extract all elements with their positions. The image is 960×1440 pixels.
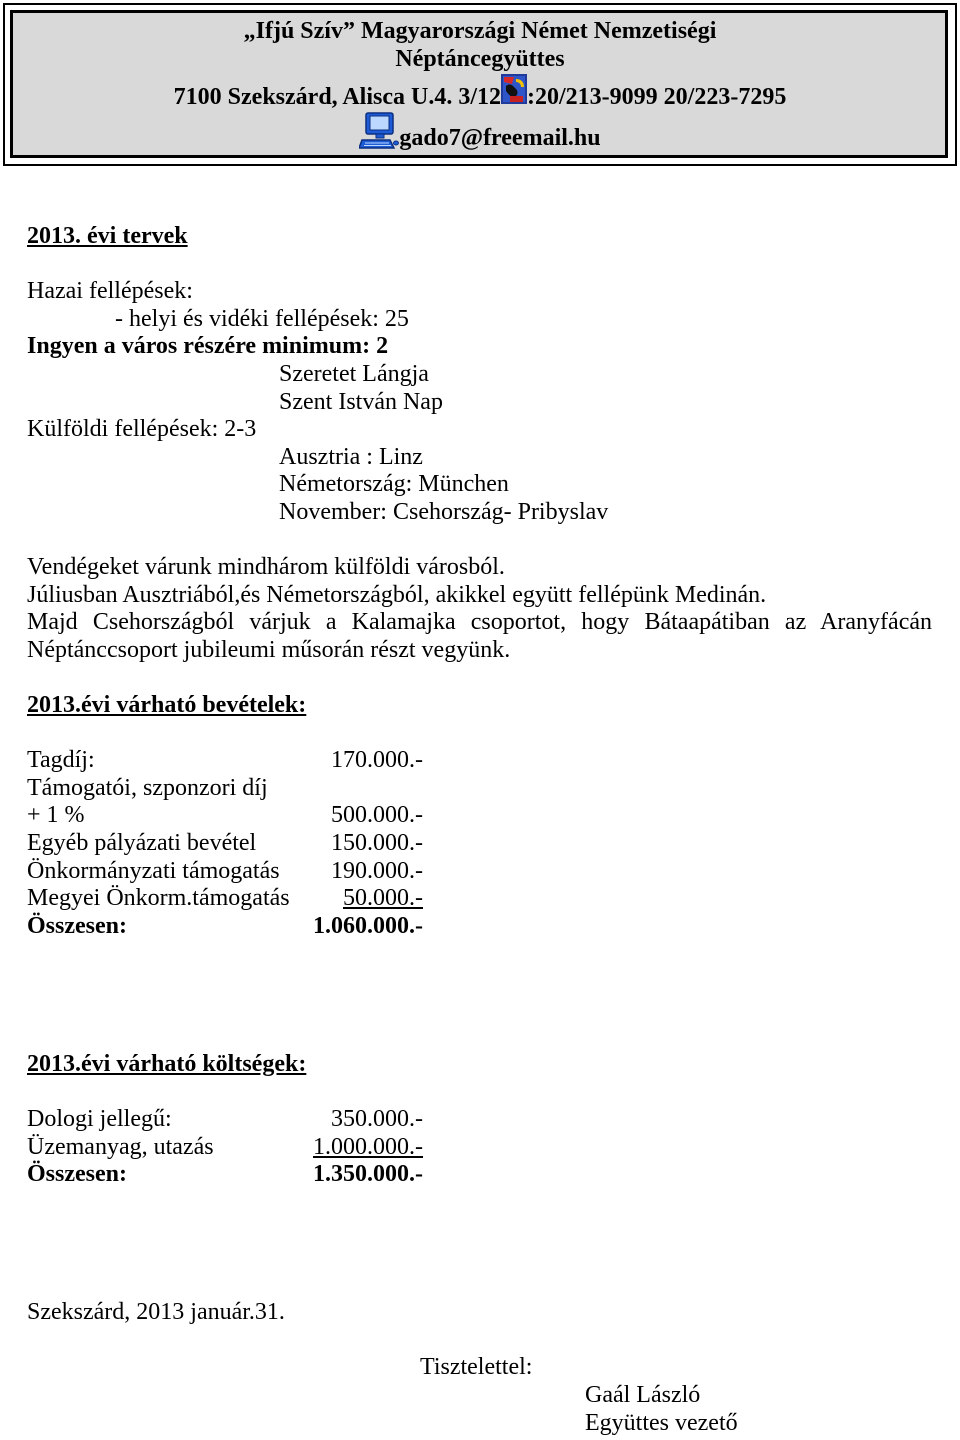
income-amount: 500.000.- [331,802,423,829]
income-row [27,830,933,858]
plans-title: 2013. évi tervek [27,223,188,249]
income-total-label: Összesen: [27,912,127,939]
income-label: Önkormányzati támogatás [27,857,280,884]
cost-row [27,1106,933,1134]
foreign-performances-label: Külföldi fellépések: 2-3 [27,416,257,443]
foreign-event: Németország: München [279,471,509,498]
guests-paragraph-line: Majd Csehországból várjuk a Kalamajka csoportot, hogy Bátaapátiban az Aranyfácán [27,609,932,636]
foreign-event: Ausztria : Linz [279,443,423,470]
costs-title: 2013.évi várható költségek: [27,1050,307,1077]
income-row [27,747,933,775]
foreign-event: November: Csehország- Pribyslav [279,498,609,525]
income-label: Tagdíj: [27,747,95,774]
signer-name: Gaál László [585,1381,701,1408]
income-amount: 150.000.- [331,830,423,857]
email-line [0,112,960,153]
costs-total-row [27,1161,933,1189]
domestic-performances-item: - helyi és vidéki fellépések: 25 [115,305,409,332]
income-amount: 190.000.- [331,857,423,884]
income-total-row [27,913,933,941]
costs-total-label: Összesen: [27,1161,127,1188]
plans-title-line [27,223,933,251]
signer-title: Együttes vezető [585,1409,738,1436]
income-amount: 170.000.- [331,747,423,774]
greeting: Tisztelettel: [420,1354,533,1381]
free-event: Szent István Nap [279,388,443,415]
free-event: Szeretet Lángja [279,360,429,387]
address-text: 7100 Szekszárd, Alisca U.4. 3/12 [173,84,501,110]
income-title: 2013.évi várható bevételek: [27,692,307,719]
free-performances-label: Ingyen a város részére minimum: 2 [27,333,389,360]
address-phone-line [0,74,960,112]
income-label: + 1 % [27,802,85,829]
income-label: Egyéb pályázati bevétel [27,830,257,857]
document-body [27,223,933,1437]
costs-total-amount: 1.350.000.- [313,1161,423,1188]
guests-paragraph-line: Júliusban Ausztriából,és Németországból, akikkel együtt fellépünk Medinán. [27,581,767,608]
org-name-line-2: Néptáncegyüttes [395,46,565,72]
income-row [27,802,933,830]
cost-amount: 1.000.000.- [313,1133,423,1160]
cost-amount: 350.000.- [331,1106,423,1133]
domestic-performances-label: Hazai fellépések: [27,278,193,305]
email-address: gado7@freemail.hu [399,125,601,151]
phone-icon [501,74,527,104]
cost-label: Üzemanyag, utazás [27,1133,214,1160]
cost-row [27,1134,933,1162]
income-amount: 50.000.- [343,885,423,912]
income-row [27,858,933,886]
guests-paragraph-line: Néptánccsoport jubileumi műsorán részt vegyünk. [27,636,511,663]
cost-label: Dologi jellegű: [27,1106,172,1133]
income-row [27,885,933,913]
costs-title-line [27,1051,933,1079]
phone-numbers: :20/213-9099 20/223-7295 [527,84,787,110]
org-name-line-1: „Ifjú Szív” Magyarországi Német Nemzetiségi [243,18,717,44]
place-date: Szekszárd, 2013 január.31. [27,1299,285,1326]
guests-paragraph-line: Vendégeket várunk mindhárom külföldi városból. [27,554,505,581]
computer-icon [359,112,399,150]
income-row [27,775,933,803]
income-title-line [27,692,933,720]
income-total-amount: 1.060.000.- [313,912,423,939]
income-label: Támogatói, szponzori díj [27,774,268,801]
income-label: Megyei Önkorm.támogatás [27,885,290,912]
